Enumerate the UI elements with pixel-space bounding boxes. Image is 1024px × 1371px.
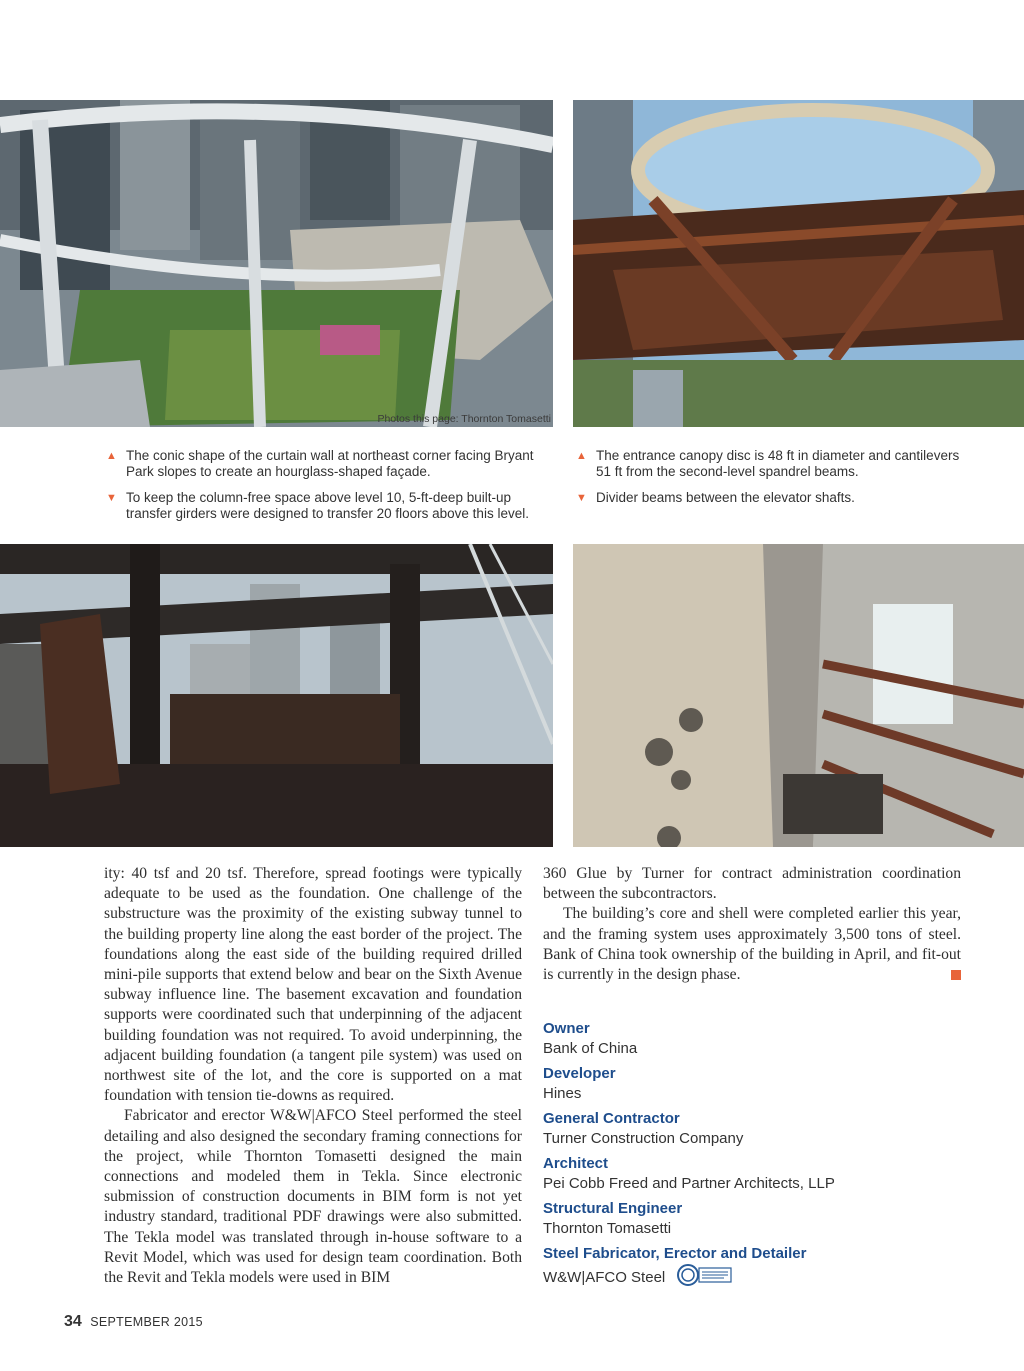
photo-entrance-canopy: [573, 100, 1024, 427]
caption-row: [106, 448, 556, 480]
credit-role: Steel Fabricator, Erector and Detailer: [543, 1245, 807, 1262]
credit-role: Developer: [543, 1065, 616, 1082]
credit-entry: [543, 1154, 983, 1194]
body-paragraph-text: The building’s core and shell were completed earlier this year, and the framing system uses approximately 3,500 tons of steel. Bank of China took ownership of the building in April, and fit-out is currently in the design phase.: [543, 905, 961, 984]
photo-curtain-wall: [0, 100, 553, 427]
caption-row: [576, 448, 966, 480]
photo-elevator-shafts: [573, 544, 1024, 847]
up-triangle-icon: ▲: [106, 450, 117, 462]
aisc-certified-fabricator-badge-icon: [677, 1264, 733, 1292]
page-number: 34: [64, 1313, 82, 1330]
credit-role: Owner: [543, 1020, 590, 1037]
credit-name: Pei Cobb Freed and Partner Architects, LLP: [543, 1175, 835, 1192]
body-paragraph: Fabricator and erector W&W|AFCO Steel performed the steel detailing and also designed the secondary framing connections for the project, while Thornton Tomasetti designed the main connections and modeled them in Tekla. Since electronic submission of construction documents in BIM form is not yet industry standard, traditional PDF drawings were also submitted. The Tekla model was translated through in-house software to a Revit Model, which was used for design team coordination. Both the Revit and Tekla models were used in BIM: [104, 1107, 522, 1287]
caption-text: To keep the column-free space above level 10, 5-ft-deep built-up transfer girders were designed to transfer 20 floors above this level.: [126, 490, 529, 521]
credit-role: General Contractor: [543, 1110, 680, 1127]
credit-entry: [543, 1244, 983, 1292]
caption-row: [576, 490, 966, 506]
body-paragraph: 360 Glue by Turner for contract administration coordination between the subcontractors.: [543, 865, 961, 903]
body-column-left: [104, 864, 522, 1288]
photo-transfer-girders: [0, 544, 553, 847]
credit-name: Turner Construction Company: [543, 1130, 744, 1147]
issue-date: SEPTEMBER 2015: [90, 1315, 203, 1329]
credit-entry: [543, 1199, 983, 1239]
credit-name-text: W&W|AFCO Steel: [543, 1268, 666, 1286]
credit-name: Hines: [543, 1085, 582, 1102]
credit-name: [543, 1264, 983, 1292]
down-triangle-icon: ▼: [576, 492, 587, 504]
body-column-right: [543, 864, 961, 985]
body-paragraph: ity: 40 tsf and 20 tsf. Therefore, spread footings were typically adequate to be used as the foundation. One challenge of the substructure was the proximity of the existing subway tunnel to the building property line along the east border of the project. The foundations along the east side of the building required drilled mini-pile supports that extend below and bear on the Sixth Avenue subway influence line. The basement excavation and foundation supports were coordinated such that underpinning of the adjacent building foundation was not required. To avoid underpinning, the adjacent building foundation (a tangent pile system) was used on northwest site of the lot, and the core is supported on a mat foundation with tension tie-downs as required.: [104, 865, 522, 1105]
credit-entry: [543, 1019, 983, 1059]
project-credits: [543, 1014, 983, 1292]
caption-left: [106, 448, 556, 532]
up-triangle-icon: ▲: [576, 450, 587, 462]
caption-row: [106, 490, 556, 522]
credit-role: Structural Engineer: [543, 1200, 683, 1217]
caption-text: Divider beams between the elevator shafts.: [596, 490, 855, 505]
credit-name: Bank of China: [543, 1040, 638, 1057]
credit-entry: [543, 1109, 983, 1149]
credit-entry: [543, 1064, 983, 1104]
page-footer: [64, 1313, 203, 1331]
photo-credit: Photos this page: Thornton Tomasetti: [377, 413, 551, 425]
caption-text: The conic shape of the curtain wall at northeast corner facing Bryant Park slopes to create an hourglass-shaped façade.: [126, 448, 534, 479]
caption-right: [576, 448, 966, 516]
caption-text: The entrance canopy disc is 48 ft in diameter and cantilevers 51 ft from the second-level spandrel beams.: [596, 448, 960, 479]
credit-name: Thornton Tomasetti: [543, 1220, 672, 1237]
down-triangle-icon: ▼: [106, 492, 117, 504]
body-paragraph: [543, 904, 961, 985]
credit-role: Architect: [543, 1155, 609, 1172]
end-of-article-mark: [951, 970, 961, 980]
